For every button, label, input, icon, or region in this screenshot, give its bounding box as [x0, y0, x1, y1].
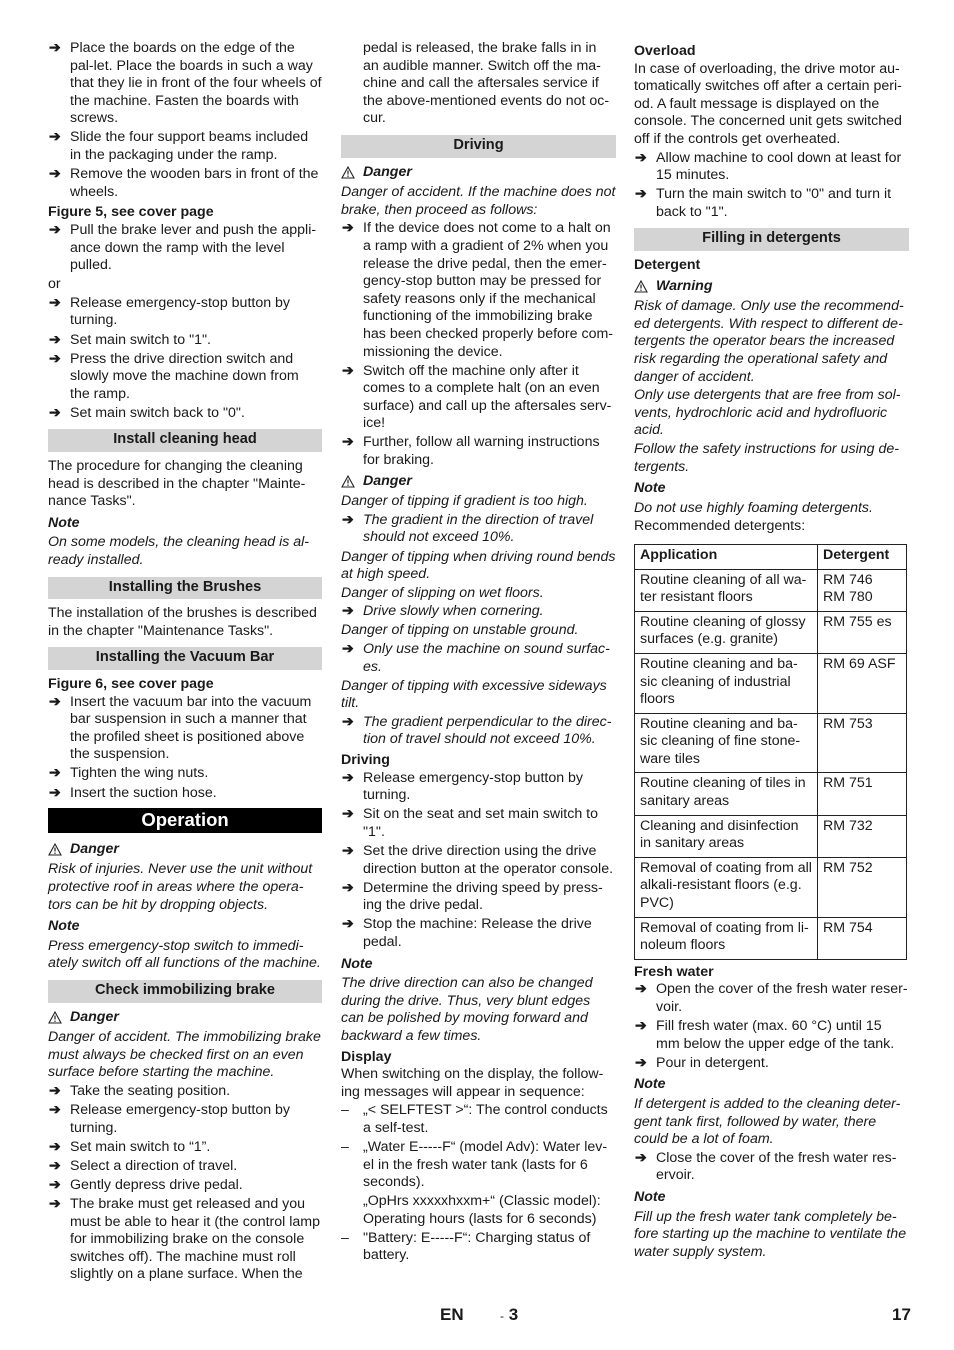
instruction-item	[634, 1018, 909, 1053]
table-cell-application: Routine cleaning of glossy surfaces (e.g. granite)	[635, 611, 818, 653]
table-cell-application: Routine cleaning and ba-sic cleaning of industrial floors	[635, 653, 818, 713]
italic-paragraph: Fill up the fresh water tank completely be-fore starting up the machine to ventilate the water supply system.	[634, 1208, 907, 1260]
italic-paragraph: Risk of injuries. Never use the unit without protective roof in areas where the opera-tors can be hit by dropping objects.	[48, 861, 313, 913]
arrow-icon: ➔	[49, 784, 61, 801]
arrow-icon: ➔	[342, 511, 354, 528]
note-label: Note	[48, 918, 80, 935]
column-right-top	[634, 43, 909, 536]
column-right-bottom	[634, 964, 909, 1262]
warning-label	[48, 841, 322, 859]
table-row	[635, 917, 907, 959]
arrow-icon: ➔	[49, 350, 61, 367]
instruction-text: Select a direction of travel.	[70, 1157, 238, 1174]
instruction-text: Release emergency-stop button by turning.	[70, 294, 291, 329]
instruction-text: Gently depress drive pedal.	[70, 1176, 243, 1193]
italic-paragraph: Risk of damage. Only use the recommend-ed detergents. With respect to different de-tergents the operator bears the increased risk regarding the operational safety and danger of accident.	[634, 298, 904, 385]
paragraph: When switching on the display, the follow-ing messages will appear in sequence:	[341, 1066, 604, 1100]
arrow-icon: ➔	[342, 713, 354, 730]
dash-item-text: „< SELFTEST >“: The control conducts a self-test.	[363, 1102, 608, 1136]
instruction-item	[634, 1150, 909, 1185]
section-heading: Install cleaning head	[48, 429, 322, 452]
italic-paragraph: Do not use highly foaming detergents.	[634, 499, 873, 516]
table-cell-detergent: RM 753	[818, 713, 907, 773]
instruction-item	[48, 295, 322, 330]
warning-label	[48, 1009, 322, 1027]
section-heading: Installing the Vacuum Bar	[48, 647, 322, 670]
arrow-icon: ➔	[342, 434, 354, 451]
footer-sub-page: 3	[508, 1305, 519, 1324]
instruction-item	[341, 880, 616, 915]
table-cell-detergent: RM 746 RM 780	[818, 569, 907, 611]
instruction-item	[341, 220, 616, 361]
footer-dash: -	[500, 1309, 504, 1323]
subheading: Fresh water	[634, 963, 714, 980]
warning-label-text: Danger	[70, 840, 119, 857]
instruction-item	[634, 1055, 909, 1073]
instruction-text: Sit on the seat and set main switch to "1".	[363, 806, 599, 840]
instruction-text: Set main switch back to "0".	[70, 404, 245, 421]
instruction-item	[341, 641, 616, 676]
table-row	[635, 569, 907, 611]
instruction-item	[48, 40, 322, 128]
arrow-icon: ➔	[49, 129, 61, 146]
arrow-icon: ➔	[342, 806, 354, 823]
arrow-icon: ➔	[342, 879, 354, 896]
subheading: Detergent	[634, 257, 701, 274]
section-heading: Check immobilizing brake	[48, 980, 322, 1003]
arrow-icon: ➔	[49, 331, 61, 348]
table-cell-application: Routine cleaning of tiles in sanitary areas	[635, 773, 818, 815]
indented-paragraph: pedal is released, the brake falls in in an audible manner. Switch off the ma-chine and call the aftersales service if the above-mentioned events do not oc-cur.	[363, 40, 610, 127]
arrow-icon: ➔	[49, 1082, 61, 1099]
chapter-heading: Operation	[48, 808, 322, 833]
arrow-icon: ➔	[342, 641, 354, 657]
instruction-text: Set main switch to "1".	[70, 331, 211, 348]
instruction-text: Switch off the machine only after it comes to a complete halt (on an even surface) and call up the aftersales serv-ice!	[363, 362, 612, 432]
italic-paragraph: Follow the safety instructions for using de-tergents.	[634, 440, 899, 475]
instruction-item	[48, 765, 322, 783]
instruction-text: Pour in detergent.	[656, 1054, 769, 1071]
instruction-item	[341, 714, 616, 749]
arrow-icon: ➔	[49, 1195, 61, 1212]
arrow-icon: ➔	[49, 221, 61, 238]
instruction-item	[341, 806, 616, 841]
instruction-text: Allow machine to cool down at least for 15 minutes.	[656, 149, 902, 184]
arrow-icon: ➔	[342, 769, 354, 786]
italic-paragraph: On some models, the cleaning head is al-ready installed.	[48, 534, 310, 569]
instruction-item	[48, 1158, 322, 1176]
table-row	[635, 653, 907, 713]
subheading: Overload	[634, 43, 696, 59]
table-cell-detergent: RM 755 es	[818, 611, 907, 653]
note-label: Note	[634, 1188, 666, 1205]
column-right	[634, 40, 909, 1262]
table-cell-detergent: RM 752	[818, 857, 907, 917]
instruction-item	[48, 1177, 322, 1195]
warning-label-text: Danger	[363, 163, 412, 180]
warning-triangle-icon	[48, 843, 62, 856]
arrow-icon: ➔	[49, 166, 61, 183]
italic-paragraph: Press emergency-stop switch to immedi-ately switch off all functions of the machine.	[48, 937, 321, 972]
instruction-text: Release emergency-stop button by turning.	[363, 769, 584, 804]
instruction-text: Tighten the wing nuts.	[70, 765, 209, 782]
section-heading: Driving	[341, 135, 616, 158]
arrow-icon: ➔	[49, 1138, 61, 1155]
arrow-icon: ➔	[342, 843, 354, 860]
instruction-item	[48, 1196, 322, 1284]
instruction-text: Press the drive direction switch and slowly move the machine down from the ramp.	[70, 350, 299, 402]
warning-label-text: Danger	[363, 472, 412, 489]
instruction-item	[48, 1102, 322, 1137]
table-cell-application: Removal of coating from li-noleum floors	[635, 917, 818, 959]
paragraph: Recommended detergents:	[634, 518, 806, 535]
table-cell-detergent: RM 732	[818, 815, 907, 857]
instruction-text: Only use the machine on sound surfac-es.	[363, 641, 610, 675]
note-label: Note	[634, 1076, 666, 1093]
instruction-item	[48, 129, 322, 164]
instruction-text: Stop the machine: Release the drive pedal.	[363, 916, 592, 950]
dash-marker: –	[341, 1102, 349, 1119]
instruction-text: Set main switch to “1”.	[70, 1138, 211, 1155]
italic-paragraph: Only use detergents that are free from sol-vents, hydrochloric acid and hydrofluoric acid.	[634, 387, 901, 439]
dash-list-item	[341, 1102, 616, 1137]
warning-triangle-icon	[634, 280, 648, 293]
instruction-item	[48, 785, 322, 803]
instruction-item	[341, 843, 616, 878]
instruction-item	[48, 1139, 322, 1157]
section-heading: Filling in detergents	[634, 228, 909, 251]
instruction-text: Insert the suction hose.	[70, 784, 217, 801]
paragraph: The procedure for changing the cleaning head is described in the chapter "Mainte-nance Tasks".	[48, 458, 306, 510]
arrow-icon: ➔	[635, 1149, 647, 1166]
dash-marker: –	[341, 1139, 349, 1156]
arrow-icon: ➔	[635, 1054, 647, 1071]
warning-label	[634, 278, 909, 296]
subheading: Driving	[341, 752, 390, 769]
arrow-icon: ➔	[342, 603, 354, 620]
footer-page-number: 17	[892, 1305, 911, 1324]
warning-triangle-icon	[48, 1011, 62, 1024]
dash-list-item	[341, 1230, 616, 1265]
instruction-text: Turn the main switch to "0" and turn it back to "1".	[656, 186, 892, 220]
instruction-text: Take the seating position.	[70, 1082, 231, 1099]
italic-paragraph: Danger of accident. The immobilizing brake must always be checked first on an even surface before starting the machine.	[48, 1029, 321, 1081]
table-row	[635, 857, 907, 917]
table-cell-application: Removal of coating from all alkali-resistant floors (e.g. PVC)	[635, 857, 818, 917]
instruction-item	[634, 186, 909, 221]
warning-triangle-icon	[341, 475, 355, 488]
instruction-text: Place the boards on the edge of the pal-let. Place the boards in such a way that they lie in front of the four wheels of the machine. Fasten the boards with screws.	[70, 40, 322, 127]
table-row	[635, 815, 907, 857]
instruction-item	[48, 166, 322, 201]
footer-language: EN	[440, 1305, 464, 1324]
arrow-icon: ➔	[342, 220, 354, 237]
table-cell-application: Cleaning and disinfection in sanitary areas	[635, 815, 818, 857]
dash-item-text: „Water E-----F“ (model Adv): Water lev-el in the fresh water tank (lasts for 6 seconds).	[363, 1139, 608, 1191]
instruction-item	[341, 603, 616, 621]
instruction-text: Remove the wooden bars in front of the wheels.	[70, 166, 319, 200]
table-row	[635, 773, 907, 815]
instruction-item	[48, 405, 322, 423]
instruction-item	[341, 363, 616, 433]
italic-paragraph: The drive direction can also be changed during the drive. Thus, very blunt edges can be polished by moving forward and backward a few times.	[341, 975, 593, 1044]
paragraph: The installation of the brushes is described in the chapter "Maintenance Tasks".	[48, 605, 317, 639]
table-header-application: Application	[635, 544, 818, 569]
italic-paragraph: Danger of tipping on unstable ground.	[341, 622, 579, 639]
note-label: Note	[634, 480, 666, 497]
italic-paragraph: Danger of slipping on wet floors.	[341, 584, 544, 601]
arrow-icon: ➔	[635, 149, 647, 166]
subheading: Figure 6, see cover page	[48, 676, 214, 692]
italic-paragraph: If detergent is added to the cleaning deter-gent tank first, followed by water, there could be a lot of foam.	[634, 1095, 901, 1148]
dash-item-text: "Battery: E-----F“: Charging status of battery.	[363, 1229, 591, 1264]
instruction-text: Release emergency-stop button by turning.	[70, 1101, 291, 1136]
instruction-item	[48, 1083, 322, 1101]
dash-marker: –	[341, 1229, 349, 1246]
italic-paragraph: Danger of tipping with excessive sideways tilt.	[341, 677, 607, 712]
instruction-text: Further, follow all warning instructions for braking.	[363, 434, 600, 469]
table-row	[635, 611, 907, 653]
column-middle	[341, 40, 616, 1266]
instruction-item	[634, 150, 909, 185]
instruction-text: The gradient in the direction of travel should not exceed 10%.	[363, 511, 594, 546]
column-left	[48, 40, 322, 1285]
instruction-text: Fill fresh water (max. 60 °C) until 15 mm below the upper edge of the tank.	[656, 1018, 895, 1052]
instruction-text: If the device does not come to a halt on a ramp with a gradient of 2% when you release the drive pedal, then the emer-gency-stop button may be pressed for safety reasons only if the mechanical functioning of the immobilizing brake has been checked properly before com-missioning the device.	[363, 220, 613, 360]
instruction-item	[341, 512, 616, 547]
arrow-icon: ➔	[635, 186, 647, 203]
table-header-row	[635, 544, 907, 569]
warning-label-text: Warning	[656, 277, 713, 294]
instruction-text: The brake must get released and you must be able to hear it (the control lamp for immobilizing brake on the console switches off). The machine must roll slightly on a plane surface. When the	[70, 1195, 320, 1283]
instruction-text: Slide the four support beams included in the packaging under the ramp.	[70, 129, 309, 164]
arrow-icon: ➔	[635, 981, 647, 998]
instruction-text: Insert the vacuum bar into the vacuum bar suspension in such a manner that the profiled sheet is positioned above the suspension.	[70, 693, 312, 763]
note-label: Note	[48, 514, 80, 531]
table-cell-application: Routine cleaning of all wa-ter resistant floors	[635, 569, 818, 611]
arrow-icon: ➔	[49, 40, 61, 56]
instruction-text: Open the cover of the fresh water reser-voir.	[656, 981, 908, 1015]
table-cell-detergent: RM 754	[818, 917, 907, 959]
paragraph: or	[48, 276, 61, 293]
subheading: Figure 5, see cover page	[48, 204, 214, 221]
paragraph: In case of overloading, the drive motor au-tomatically switches off after a certain peri-od. A fault message is displayed on the console. The concerned unit gets switched off if the controls get overheated.	[634, 60, 902, 147]
arrow-icon: ➔	[49, 1176, 61, 1193]
instruction-item	[48, 694, 322, 764]
arrow-icon: ➔	[49, 693, 61, 710]
note-label: Note	[341, 955, 373, 972]
warning-label-text: Danger	[70, 1008, 119, 1025]
warning-triangle-icon	[341, 166, 355, 179]
instruction-item	[48, 351, 322, 404]
section-heading: Installing the Brushes	[48, 577, 322, 600]
arrow-icon: ➔	[342, 362, 354, 379]
instruction-item	[341, 916, 616, 951]
instruction-text: Determine the driving speed by press-ing the drive pedal.	[363, 879, 603, 914]
table-cell-detergent: RM 751	[818, 773, 907, 815]
instruction-text: Pull the brake lever and push the appli-ance down the ramp with the level pulled.	[70, 221, 317, 274]
arrow-icon: ➔	[635, 1018, 647, 1035]
table-cell-application: Routine cleaning and ba-sic cleaning of fine stone-ware tiles	[635, 713, 818, 773]
dash-list-item	[341, 1139, 616, 1192]
detergent-table	[634, 544, 907, 960]
arrow-icon: ➔	[49, 765, 61, 782]
warning-label	[341, 473, 616, 491]
instruction-text: The gradient perpendicular to the direc-tion of travel should not exceed 10%.	[363, 713, 612, 748]
instruction-text: Close the cover of the fresh water res-ervoir.	[656, 1149, 897, 1184]
arrow-icon: ➔	[49, 294, 61, 311]
subheading: Display	[341, 1048, 392, 1065]
instruction-item	[634, 981, 909, 1016]
italic-paragraph: Danger of accident. If the machine does not brake, then proceed as follows:	[341, 184, 616, 218]
instruction-text: Set the drive direction using the drive direction button at the operator console.	[363, 843, 614, 877]
instruction-item	[48, 332, 322, 350]
table-header-detergent: Detergent	[818, 544, 907, 569]
italic-paragraph: Danger of tipping when driving round bends at high speed.	[341, 548, 616, 583]
indented-paragraph: „OpHrs xxxxxhxxm+“ (Classic model): Operating hours (lasts for 6 seconds)	[363, 1193, 601, 1227]
instruction-text: Drive slowly when cornering.	[363, 603, 544, 620]
instruction-item	[341, 434, 616, 469]
arrow-icon: ➔	[342, 916, 354, 933]
italic-paragraph: Danger of tipping if gradient is too high.	[341, 493, 588, 510]
warning-label	[341, 164, 616, 182]
table-row	[635, 713, 907, 773]
arrow-icon: ➔	[49, 1101, 61, 1118]
footer-section-page	[500, 1306, 518, 1326]
instruction-item	[48, 222, 322, 275]
arrow-icon: ➔	[49, 1157, 61, 1174]
instruction-item	[341, 770, 616, 805]
table-cell-detergent: RM 69 ASF	[818, 653, 907, 713]
arrow-icon: ➔	[49, 404, 61, 421]
